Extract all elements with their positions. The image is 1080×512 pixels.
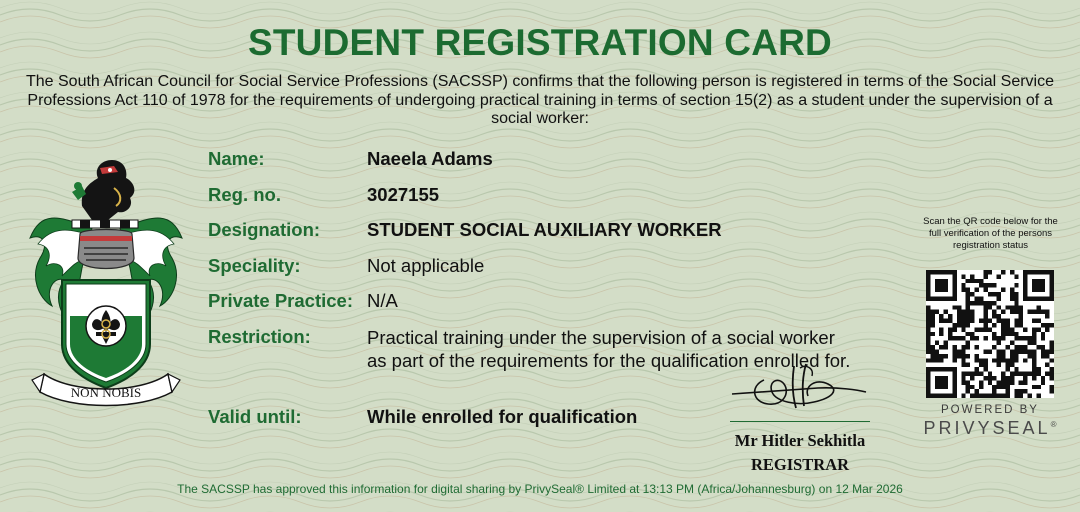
designation-label: Designation: <box>208 219 321 240</box>
powered-by-text: POWERED BY <box>941 404 1039 416</box>
speciality-label: Speciality: <box>208 255 301 276</box>
privyseal-logo <box>920 418 1060 439</box>
restriction-line-1: Practical training under the supervision of a social worker <box>367 327 835 348</box>
name-value: Naeela Adams <box>367 148 493 169</box>
verification-qr-code[interactable] <box>926 270 1054 398</box>
registrar-title: REGISTRAR <box>750 455 850 474</box>
restriction-line-2: as part of the requirements for the qualification enrolled for. <box>367 350 851 371</box>
speciality-value: Not applicable <box>367 255 485 276</box>
privyseal-registered-mark: ® <box>1050 420 1057 429</box>
restriction-label: Restriction: <box>208 326 311 347</box>
card-title: STUDENT REGISTRATION CARD <box>248 22 832 63</box>
footer-approval-text: The SACSSP has approved this information for digital sharing by PrivySeal® Limited at 13:13 PM (Africa/Johannesburg) on 12 Mar 2026 <box>177 482 903 496</box>
signature-line <box>730 421 870 422</box>
reg-no-label: Reg. no. <box>208 184 281 205</box>
privyseal-brand: PRIVYSEAL <box>923 418 1051 438</box>
sacssp-crest-icon <box>22 148 190 410</box>
reg-no-value: 3027155 <box>367 184 440 205</box>
crest-motto: NON NOBIS <box>70 385 142 400</box>
private-practice-label: Private Practice: <box>208 290 354 311</box>
valid-until-label: Valid until: <box>208 406 302 427</box>
name-label: Name: <box>208 148 265 169</box>
private-practice-value: N/A <box>367 290 398 311</box>
registrar-name: Mr Hitler Sekhitla <box>734 431 866 450</box>
designation-value: STUDENT SOCIAL AUXILIARY WORKER <box>367 219 722 240</box>
valid-until-value: While enrolled for qualification <box>367 406 638 427</box>
intro-text: The South African Council for Social Service Professions (SACSSP) confirms that the following person is registered in terms of the Social Service Professions Act 110 of 1978 for the requirements of undergoing practical training in terms of section 15(2) as a student under the supervision of a social worker: <box>25 73 1054 127</box>
registrar-signature <box>728 362 870 412</box>
qr-instruction-text: Scan the QR code below for the full verification of the persons registration status <box>923 216 1058 251</box>
